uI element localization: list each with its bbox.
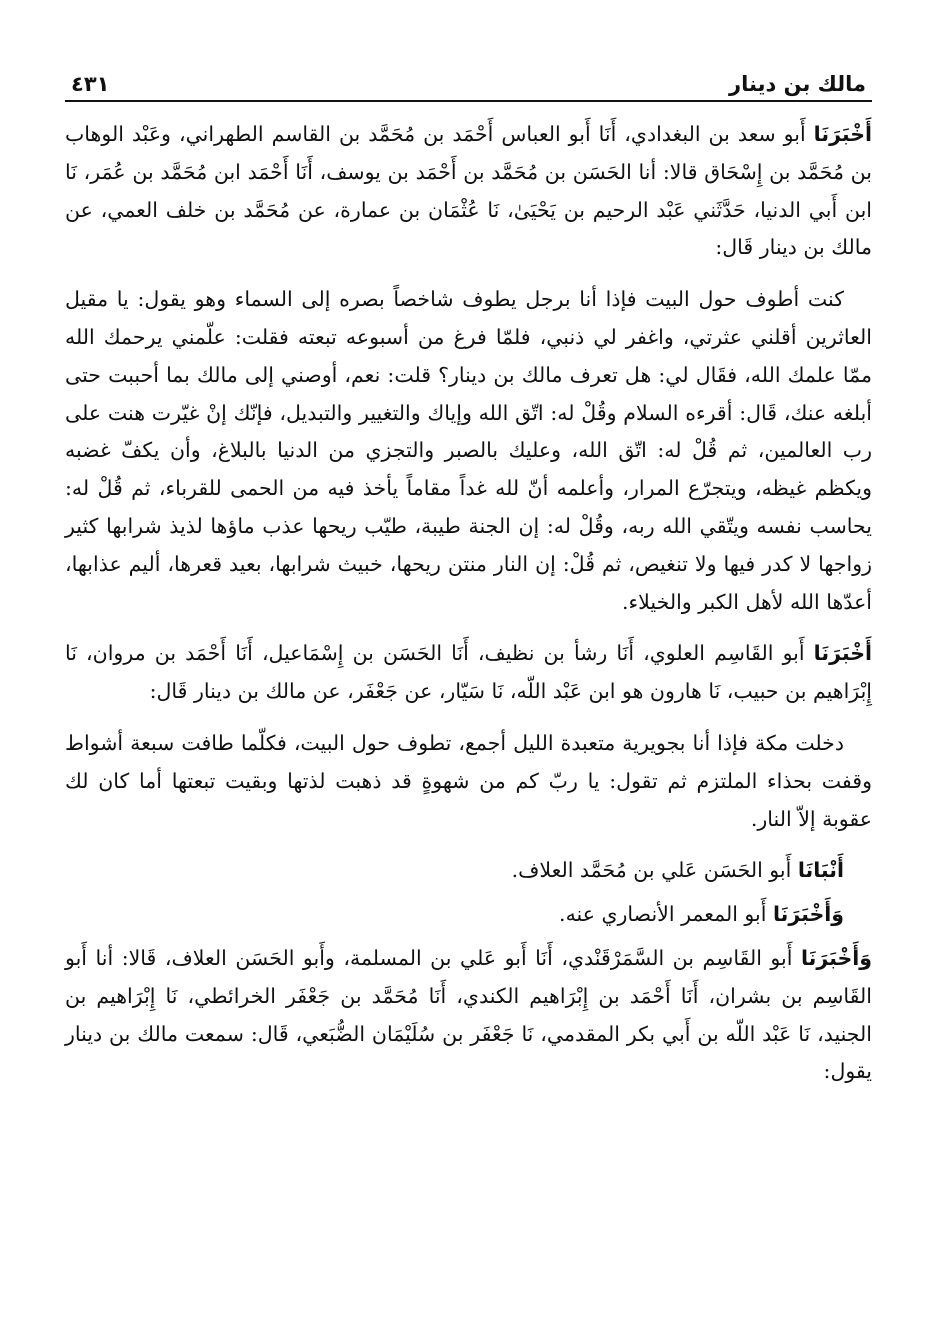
paragraph-lead-word: أَنْبَانَا bbox=[797, 858, 844, 883]
paragraph-text: أَبو القَاسِم بن السَّمَرْقَنْدي، أَنَا أَبو عَلي بن المسلمة، وأَبو الحَسَن العلاف، قَالا: أنا أَبو القَاسِم بن بشران، أَنَا أَحْمَد بن إِبْرَاهيم الكندي، أَنَا مُحَمَّد بن جَعْفَر الخرائطي، نَا إِبْرَاهيم بن الجنيد، نَا عَبْد اللّه بن أَبي بكر المقدمي، نَا جَعْفَر بن سُلَيْمَان الضُّبَعي، قَال: سمعت مالك بن دينار يقول: bbox=[65, 945, 872, 1084]
paragraph-narration-1 bbox=[65, 281, 872, 621]
paragraph-isnad-4 bbox=[65, 896, 872, 934]
paragraph-isnad-1 bbox=[65, 116, 872, 267]
paragraph-text: كنت أطوف حول البيت فإذا أنا برجل يطوف شاخصاً بصره إلى السماء وهو يقول: يا مقيل العاثرين أقلني عثرتي، واغفر لي ذنبي، فلمّا فرغ من أسبوعه تبعته فقلت: علّمني يرحمك الله ممّا علمك الله، فقَال لي: هل تعرف مالك بن دينار؟ قلت: نعم، أوصني إلى مالك بما أحببت حتى أبلغه عنك، قَال: أقرءه السلام وقُلْ له: اتّق الله وإياك والتغيير والتبديل، فإنّك إنْ غيّرت هنت على رب العالمين، ثم قُلْ له: اتّق الله، وعليك بالصبر والتجزي من الدنيا بالبلاغ، وأن يكفّ غضبه ويكظم غيظه، ويتجرّع المرار، وأعلمه أنّ لله غداً مقاماً يأخذ فيه من الحمى للقرباء، ثم قُلْ له: يحاسب نفسه ويتّقي الله ربه، وقُلْ له: إن الجنة طيبة، طيّب ريحها عذب ماؤها لذيذ شرابها كثير زواجها لا كدر فيها ولا تنغيص، ثم قُلْ: إن النار منتن ريحها، خبيث شرابها، بعيد قعرها، أليم عذابها، أعدّها الله لأهل الكبر والخيلاء. bbox=[65, 287, 872, 614]
paragraph-text: دخلت مكة فإذا أنا بجويرية متعبدة الليل أجمع، تطوف حول البيت، فكلّما طافت سبعة أشواط وقفت بحذاء الملتزم ثم تقول: يا ربّ كم من شهوةٍ قد ذهبت لذتها وبقيت تبعتها أما كان لك عقوبة إلاّ النار. bbox=[65, 730, 872, 831]
paragraph-lead-word: أَخْبَرَنَا bbox=[813, 122, 872, 146]
page-header bbox=[65, 60, 872, 102]
running-title: مالك بن دينار bbox=[729, 72, 866, 96]
paragraph-narration-2 bbox=[65, 725, 872, 838]
paragraph-isnad-3 bbox=[65, 852, 872, 890]
paragraph-text: أَبو الحَسَن عَلي بن مُحَمَّد العلاف. bbox=[511, 858, 798, 883]
paragraph-isnad-5 bbox=[65, 940, 872, 1091]
page-body bbox=[65, 102, 872, 1091]
paragraph-isnad-2 bbox=[65, 635, 872, 711]
paragraph-lead-word: وَأَخْبَرَنَا bbox=[800, 945, 872, 970]
paragraph-text: أَبو القَاسِم العلوي، أَنَا رشأ بن نظيف، أَنَا الحَسَن بن إِسْمَاعيل، أَنَا أَحْمَد بن مروان، نَا إِبْرَاهيم بن حبيب، نَا هارون هو ابن عَبْد اللّه، نَا سَيّار، عن جَعْفَر، عن مالك بن دينار قَال: bbox=[65, 641, 872, 704]
paragraph-text: أَبو سعد بن البغدادي، أَنَا أَبو العباس أَحْمَد بن مُحَمَّد بن القاسم الطهراني، وعَبْد الوهاب بن مُحَمَّد بن إِسْحَاق قالا: أنا الحَسَن بن مُحَمَّد بن أَحْمَد بن يوسف، أَنَا أَحْمَد ابن مُحَمَّد بن عُمَر، نَا ابن أَبي الدنيا، حَدَّثَني عَبْد الرحيم بن يَحْيَىٰ، نَا عُثْمَان بن عمارة، عن مُحَمَّد بن خلف العمي، عن مالك بن دينار قَال: bbox=[65, 122, 872, 260]
page-number: ٤٣١ bbox=[71, 72, 110, 96]
paragraph-lead-word: أَخْبَرَنَا bbox=[813, 641, 872, 666]
paragraph-lead-word: وَأَخْبَرَنَا bbox=[772, 902, 844, 927]
paragraph-text: أَبو المعمر الأنصاري عنه. bbox=[559, 902, 773, 927]
